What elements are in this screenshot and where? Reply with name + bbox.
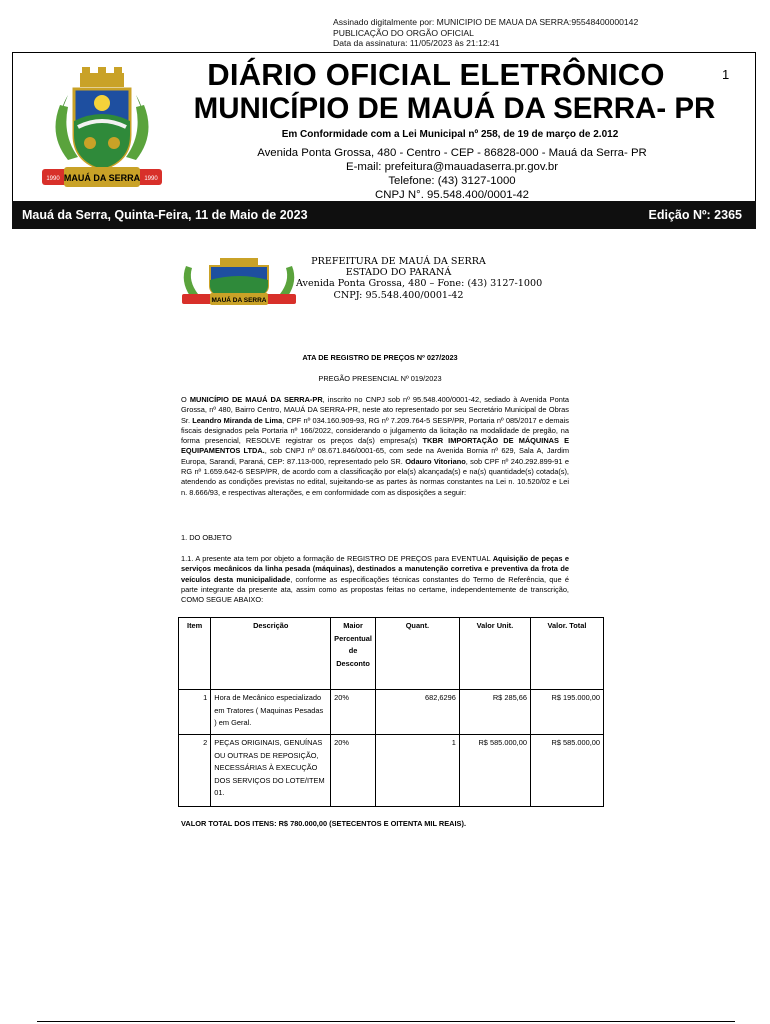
logo-banner-text: MAUÁ DA SERRA xyxy=(211,297,267,304)
crest-banner-text: MAUÁ DA SERRA xyxy=(63,173,141,183)
ata-title: ATA DE REGISTRO DE PREÇOS Nº 027/2023 xyxy=(302,353,458,362)
text-span: O xyxy=(181,395,190,404)
col-header-item: Item xyxy=(179,618,211,690)
municipal-crest-icon xyxy=(38,65,166,189)
prefeitura-cnpj: CNPJ: 95.548.400/0001-42 xyxy=(333,289,464,301)
text-bold: Aquisição de peças e serviços mecânicos da linha pesada (máquinas), destinados a manutenção corretiva e preventiva da frota de veículos desta municipalidade xyxy=(181,554,569,584)
text-bold: Leandro Miranda de Lima xyxy=(192,415,283,425)
text-span: 1.1. A presente ata tem por objeto a formação de REGISTRO DE PREÇOS para EVENTUAL xyxy=(181,554,493,563)
cell-quantity: 682,6296 xyxy=(375,690,459,735)
contact-block xyxy=(232,146,672,202)
pregao-number: PREGÃO PRESENCIAL Nº 019/2023 xyxy=(318,374,442,383)
table-row xyxy=(179,735,604,807)
signature-line: PUBLICAÇÃO DO ORGÃO OFICIAL xyxy=(333,27,474,38)
cell-unit-value: R$ 285,66 xyxy=(459,690,530,735)
edition-number: Edição Nº: 2365 xyxy=(648,208,742,222)
cell-discount: 20% xyxy=(331,690,376,735)
object-paragraph xyxy=(181,554,569,605)
section-heading: 1. DO OBJETO xyxy=(181,533,232,542)
text-span: , inscrito no CNPJ sob nº 95.548.400/0001-42, sediado à Avenida Ponta Grossa, nº 480, Bairro Centro, MAUÁ DA SERRA-PR, neste ato representado por seu Secretário Municipal de Obras Sr. xyxy=(181,395,569,425)
digital-signature-block xyxy=(333,17,638,49)
text-bold: MUNICÍPIO DE MAUÁ DA SERRA-PR xyxy=(189,395,323,404)
table-header-row xyxy=(179,618,604,690)
cnpj-line: CNPJ N°. 95.548.400/0001-42 xyxy=(375,189,529,201)
address-line: Avenida Ponta Grossa, 480 - Centro - CEP - 86828-000 - Mauá da Serra- PR xyxy=(257,147,647,159)
text-span: , CPF nº 034.160.909-93, RG nº 7.209.764-5 SESP/PR, Portaria nº 085/2017 e demais fiscais designados pela Portaria nº 166/2022, considerando o julgamento da licitação na modalidade de pregão, na forma presencial, RESOLVE registrar os preços da(s) empresa(s) xyxy=(181,415,569,446)
cell-discount: 20% xyxy=(331,735,376,807)
cell-description: Hora de Mecânico especializado em Tratores ( Maquinas Pesadas ) em Geral. xyxy=(211,690,331,735)
footer-divider xyxy=(37,1021,735,1022)
page-title: DIÁRIO OFICIAL ELETRÔNICO xyxy=(207,57,665,92)
edition-bar xyxy=(12,201,756,229)
prefeitura-letterhead xyxy=(296,256,543,301)
col-header-unit-value: Valor Unit. xyxy=(459,618,530,690)
conformity-statement: Em Conformidade com a Lei Municipal nº 258, de 19 de março de 2.012 xyxy=(281,129,619,140)
table-row xyxy=(179,690,604,735)
text-span: , conforme as especificações técnicas constantes do Termo de Referência, que é parte integrante da presente ata, assim como as propostas feitas no certame, independentemente de transcrição, COMO SEGUE ABAIXO: xyxy=(181,574,569,605)
crest-year-right: 1990 xyxy=(144,176,158,182)
prefeitura-address: Avenida Ponta Grossa, 480 – Fone: (43) 3127-1000 xyxy=(296,278,543,290)
cell-total-value: R$ 585.000,00 xyxy=(530,735,603,807)
col-header-description: Descrição xyxy=(211,618,331,690)
cell-quantity: 1 xyxy=(375,735,459,807)
municipality-title: MUNICÍPIO DE MAUÁ DA SERRA- PR xyxy=(193,92,716,125)
prefeitura-name: PREFEITURA DE MAUÁ DA SERRA xyxy=(311,256,486,267)
crest-year-left: 1990 xyxy=(46,176,60,182)
cell-description: PEÇAS ORIGINAIS, GENUÍNAS OU OUTRAS DE REPOSIÇÃO, NECESSÁRIAS À EXECUÇÃO DOS SERVIÇOS DO LOTE/ITEM 01. xyxy=(211,735,331,807)
col-header-discount: Maior Percentual de Desconto xyxy=(331,618,376,690)
total-value-statement: VALOR TOTAL DOS ITENS: R$ 780.000,00 (SETECENTOS E OITENTA MIL REAIS). xyxy=(181,819,467,828)
preamble-paragraph xyxy=(181,395,569,498)
signature-line: Assinado digitalmente por: MUNICIPIO DE MAUA DA SERRA:95548400000142 xyxy=(333,17,639,27)
text-bold: TKBR IMPORTAÇÃO DE MÁQUINAS E EQUIPAMENTOS LTDA. xyxy=(181,436,570,456)
cell-total-value: R$ 195.000,00 xyxy=(530,690,603,735)
prefeitura-state: ESTADO DO PARANÁ xyxy=(345,267,452,279)
price-table xyxy=(178,617,604,807)
prefeitura-logo-icon xyxy=(180,256,298,306)
col-header-total-value: Valor. Total xyxy=(530,618,603,690)
edition-date: Mauá da Serra, Quinta-Feira, 11 de Maio de 2023 xyxy=(22,208,308,222)
cell-unit-value: R$ 585.000,00 xyxy=(459,735,530,807)
cell-item: 2 xyxy=(179,735,211,807)
phone-line: Telefone: (43) 3127-1000 xyxy=(388,175,516,187)
text-span: , sob CPF nº 240.292.899-91 e RG nº 1.659.642-6 SESP/PR, de acordo com a classificação por ela(s) alcançada(s) e na(s) quantidade(s) cotada(s), atendendo as condições previstas no edital, sujeitando-se as partes às normas constantes na Lei n. 10.520/02 e Lei n. 8.666/93, e respectivas alterações, e em conformidade com as disposições a seguir: xyxy=(181,456,569,497)
text-span: , sob CNPJ nº 08.671.846/0001-65, com sede na Avenida Bornia nº 629, Sala A, Jardim Europa, Sarandi, Paraná, CEP: 87.113-000, representado pelo SR. xyxy=(181,446,569,466)
page-number: 1 xyxy=(722,67,730,82)
email-line: E-mail: prefeitura@mauadaserra.pr.gov.br xyxy=(345,161,559,173)
col-header-quantity: Quant. xyxy=(375,618,459,690)
signature-date: Data da assinatura: 11/05/2023 às 21:12:41 xyxy=(333,38,500,49)
text-bold: Odauro Vitoriano xyxy=(405,456,466,466)
cell-item: 1 xyxy=(179,690,211,735)
